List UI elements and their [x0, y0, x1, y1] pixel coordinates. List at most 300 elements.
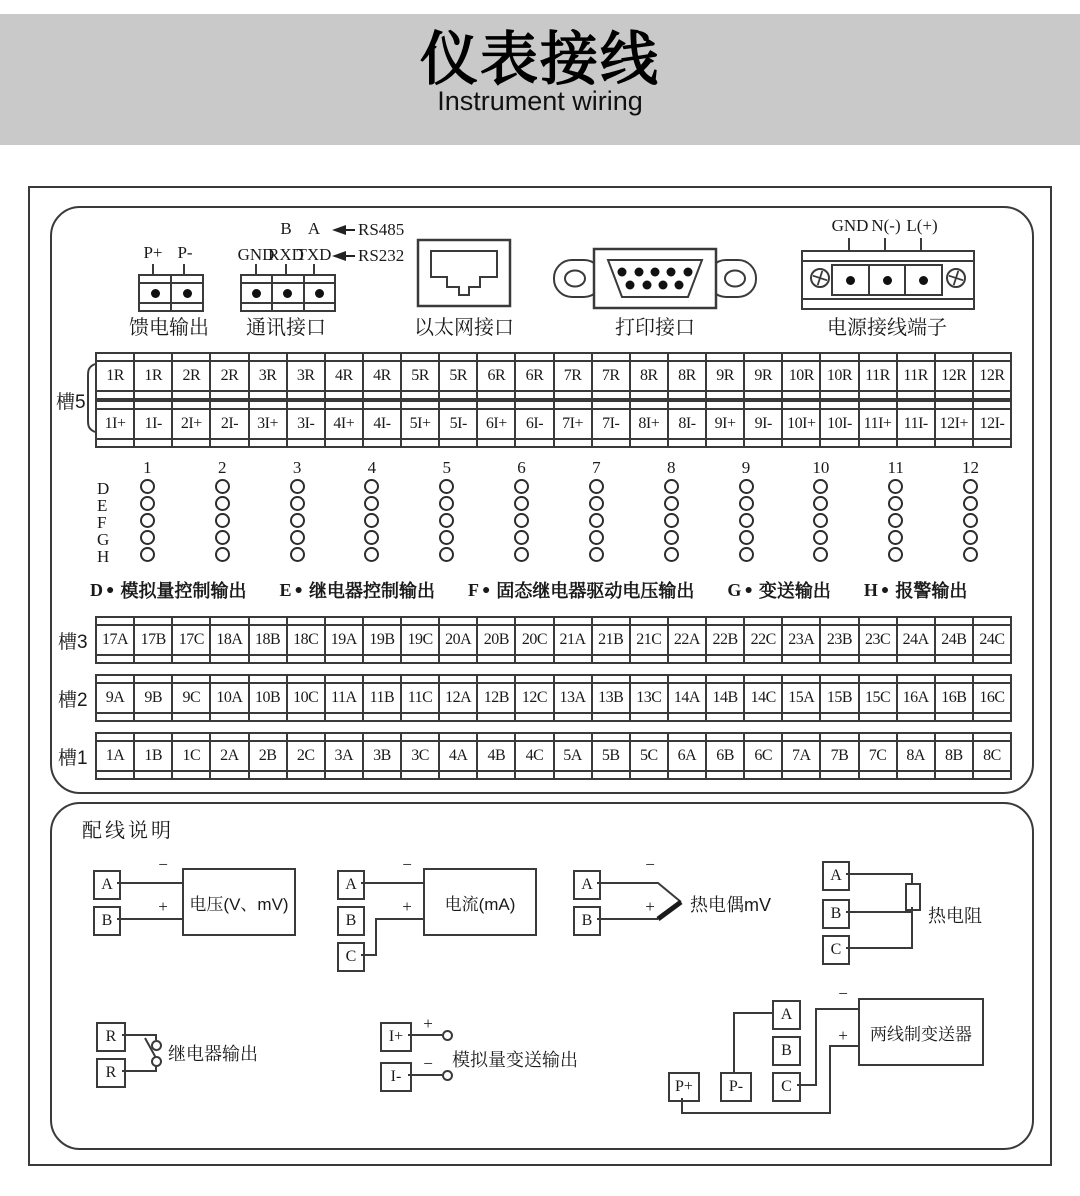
matrix-hole	[185, 546, 260, 563]
wire	[733, 1012, 735, 1072]
matrix-hole	[634, 495, 709, 512]
minus-sign: −	[158, 855, 168, 874]
rs485-label: RS485	[358, 220, 405, 239]
terminal-hole-icon	[140, 496, 155, 511]
terminal-cell: 1B	[133, 734, 171, 778]
terminal-hole-icon	[813, 513, 828, 528]
terminal-cell: 2I+	[171, 402, 209, 446]
matrix-hole	[484, 512, 559, 529]
rs232-arrow	[332, 247, 404, 265]
matrix-row-circles	[110, 478, 1008, 495]
terminal-cell: 14A	[667, 676, 705, 720]
terminal-box: B	[573, 906, 601, 936]
terminal-cell: 7R	[591, 354, 629, 398]
matrix-row-label: F	[97, 513, 107, 532]
terminal-cell: 1I+	[97, 402, 133, 446]
wire	[733, 1012, 772, 1014]
left-arrow-icon	[332, 225, 346, 235]
terminal-cell: 11R	[896, 354, 934, 398]
matrix-hole	[334, 478, 409, 495]
terminal-dot-icon	[183, 289, 192, 298]
wire	[846, 947, 911, 949]
matrix-hole	[634, 512, 709, 529]
terminal-cell: 21B	[591, 618, 629, 662]
terminal-cell: 20A	[438, 618, 476, 662]
terminal-dot-icon	[846, 276, 855, 285]
matrix-hole	[709, 529, 784, 546]
terminal-cell: 12R	[934, 354, 972, 398]
terminal-box: R	[96, 1022, 126, 1052]
terminal-hole-icon	[290, 530, 305, 545]
wire	[681, 1112, 831, 1114]
power-terminal-block	[801, 250, 975, 310]
matrix-hole	[858, 495, 933, 512]
terminal-box: A	[822, 861, 850, 891]
terminal-cell: 11A	[324, 676, 362, 720]
matrix-hole	[484, 529, 559, 546]
rj45-jack-icon	[416, 238, 512, 308]
matrix-hole	[185, 478, 260, 495]
feed-caption: 馈电输出	[129, 317, 209, 339]
matrix-column-number: 8	[666, 458, 676, 477]
terminal-cell: 22C	[743, 618, 781, 662]
terminal-cell: 6I-	[514, 402, 552, 446]
matrix-hole	[783, 546, 858, 563]
matrix-hole	[334, 529, 409, 546]
terminal-hole-icon	[140, 479, 155, 494]
matrix-hole	[858, 529, 933, 546]
matrix-row-label: G	[97, 530, 110, 549]
terminal	[303, 276, 334, 310]
matrix-row-circles	[110, 512, 1008, 529]
terminal-cell: 18B	[248, 618, 286, 662]
terminal-box: A	[337, 870, 365, 900]
header-band	[0, 14, 1080, 145]
terminal-cell: 19A	[324, 618, 362, 662]
terminal-cell: 12A	[438, 676, 476, 720]
terminal-cell: 17A	[97, 618, 133, 662]
left-arrow-icon	[332, 251, 346, 261]
plus-sign: +	[645, 897, 655, 916]
matrix-hole	[559, 478, 634, 495]
slot5-label: 槽5	[56, 392, 86, 413]
terminal-hole-icon	[514, 513, 529, 528]
terminal-cell: 21C	[629, 618, 667, 662]
terminal-cell: 1R	[133, 354, 171, 398]
two-wire-transmitter-box: 两线制变送器	[858, 998, 984, 1066]
terminal-hole-icon	[739, 479, 754, 494]
terminal-hole-icon	[739, 530, 754, 545]
legend-bullet-icon	[878, 581, 895, 599]
legend-text: 模拟量控制输出	[120, 581, 247, 601]
terminal-cell: 3R	[248, 354, 286, 398]
slot1-label: 槽1	[58, 748, 88, 769]
terminal-box: I+	[380, 1022, 412, 1052]
matrix-column-number: 2	[217, 458, 227, 477]
matrix-hole	[334, 495, 409, 512]
slot5-terminal-row-i	[95, 400, 1012, 448]
ethernet-caption: 以太网接口	[414, 317, 514, 339]
terminal-cell: 4R	[362, 354, 400, 398]
matrix-column-number: 10	[812, 458, 830, 477]
terminal-cell: 12C	[514, 676, 552, 720]
terminal-cell: 4A	[438, 734, 476, 778]
terminal-cell: 5R	[438, 354, 476, 398]
terminal-cell: 19C	[400, 618, 438, 662]
terminal-cell: 8B	[934, 734, 972, 778]
matrix-column-number: 1	[143, 458, 152, 477]
terminal-cell: 5R	[400, 354, 438, 398]
terminal-box: P-	[720, 1072, 752, 1102]
block-line	[803, 298, 973, 300]
wire	[846, 873, 913, 875]
slot5-terminal-row-r	[95, 352, 1012, 400]
power-inner-block	[831, 264, 943, 296]
rs232-label: RS232	[358, 246, 405, 265]
terminal-cell: 24A	[896, 618, 934, 662]
wire	[829, 1045, 831, 1114]
matrix-hole	[110, 529, 185, 546]
pin-label: GND	[831, 216, 869, 235]
terminal-cell: 3R	[286, 354, 324, 398]
slot3-terminal-row	[95, 616, 1012, 664]
minus-sign: −	[645, 855, 655, 874]
terminal-hole-icon	[215, 479, 230, 494]
wire	[375, 918, 377, 956]
terminal-hole-icon	[664, 530, 679, 545]
terminal-hole-icon	[813, 479, 828, 494]
legend-letter: D	[90, 579, 103, 600]
terminal-cell: 10I+	[781, 402, 819, 446]
matrix-row-circles	[110, 495, 1008, 512]
legend-bullet-icon	[479, 581, 496, 599]
terminal-box: B	[772, 1036, 801, 1066]
terminal-hole-icon	[439, 513, 454, 528]
terminal-dot-icon	[252, 289, 261, 298]
terminal-cell: 11I-	[896, 402, 934, 446]
matrix-hole	[260, 529, 335, 546]
terminal-hole-icon	[739, 547, 754, 562]
terminal-cell: 6C	[743, 734, 781, 778]
wire	[117, 918, 182, 920]
terminal-cell: 5B	[591, 734, 629, 778]
wire	[408, 1034, 442, 1036]
terminal-cell: 6R	[514, 354, 552, 398]
matrix-hole	[559, 529, 634, 546]
matrix-hole	[110, 546, 185, 563]
output-matrix	[95, 458, 1008, 563]
terminal-hole-icon	[290, 479, 305, 494]
terminal-hole-icon	[888, 479, 903, 494]
terminal	[170, 276, 202, 310]
terminal-box: B	[337, 906, 365, 936]
terminal-box: A	[772, 1000, 801, 1030]
terminal	[868, 266, 905, 294]
minus-sign: −	[423, 1054, 433, 1073]
terminal-dot-icon	[283, 289, 292, 298]
terminal-cell: 23C	[858, 618, 896, 662]
terminal-hole-icon	[439, 547, 454, 562]
terminal-cell: 21A	[553, 618, 591, 662]
pin-label: N(-)	[871, 216, 901, 235]
legend-item	[279, 577, 434, 603]
resistor-icon	[905, 883, 921, 911]
matrix-hole	[709, 495, 784, 512]
legend-text: 固态继电器驱动电压输出	[496, 581, 695, 601]
terminal-cell: 2R	[171, 354, 209, 398]
terminal-hole-icon	[589, 530, 604, 545]
wire	[408, 1074, 442, 1076]
terminal-hole-icon	[888, 513, 903, 528]
terminal-cell: 11B	[362, 676, 400, 720]
wire	[122, 1070, 157, 1072]
plus-sign: +	[838, 1026, 848, 1045]
terminal-dot-icon	[315, 289, 324, 298]
matrix-column-number: 5	[442, 458, 451, 477]
terminal-cell: 9A	[97, 676, 133, 720]
terminal	[833, 266, 868, 294]
matrix-row-circles	[110, 529, 1008, 546]
wire	[361, 954, 377, 956]
wire	[375, 918, 423, 920]
terminal-hole-icon	[215, 530, 230, 545]
pin-label: P-	[177, 243, 193, 262]
matrix-hole	[110, 495, 185, 512]
terminal-box: C	[337, 942, 365, 972]
wiring-notes-panel	[50, 802, 1034, 1150]
terminal-cell: 10B	[248, 676, 286, 720]
matrix-column-number: 3	[292, 458, 302, 477]
terminal-cell: 8I-	[667, 402, 705, 446]
matrix-row-label: D	[97, 479, 110, 498]
terminal-box: B	[822, 899, 850, 929]
terminal-cell: 24B	[934, 618, 972, 662]
terminal-hole-icon	[963, 513, 978, 528]
terminal-cell: 10R	[819, 354, 857, 398]
terminal-cell: 20B	[476, 618, 514, 662]
terminal-hole-icon	[963, 496, 978, 511]
legend-item	[727, 577, 830, 603]
terminal-cell: 10A	[209, 676, 247, 720]
rs485-arrow	[332, 221, 404, 239]
matrix-hole	[559, 512, 634, 529]
legend-item	[468, 577, 694, 603]
wire	[911, 907, 913, 949]
rtd-label: 热电阻	[928, 906, 982, 926]
terminal-cell: 16B	[934, 676, 972, 720]
relay-label: 继电器输出	[168, 1044, 258, 1064]
arrow-tail	[346, 229, 355, 231]
terminal-box: A	[93, 870, 121, 900]
matrix-hole	[933, 529, 1008, 546]
terminal-hole-icon	[364, 530, 379, 545]
matrix-hole	[709, 478, 784, 495]
terminal-hole-icon	[963, 547, 978, 562]
terminal-hole-icon	[888, 547, 903, 562]
terminal-hole-icon	[140, 513, 155, 528]
terminal-hole-icon	[514, 547, 529, 562]
terminal-cell: 3I-	[286, 402, 324, 446]
terminal-cell: 2I-	[209, 402, 247, 446]
printer-caption: 打印接口	[615, 317, 695, 339]
legend-letter: H	[863, 579, 878, 600]
terminal-cell: 12R	[972, 354, 1010, 398]
terminal-hole-icon	[140, 530, 155, 545]
terminal-cell: 12I-	[972, 402, 1010, 446]
terminal-cell: 14B	[705, 676, 743, 720]
matrix-hole	[409, 529, 484, 546]
matrix-column-numbers	[110, 458, 1008, 478]
wire	[361, 882, 423, 884]
terminal-cell: 23B	[819, 618, 857, 662]
screw-icon	[945, 267, 967, 289]
matrix-row-circles	[110, 546, 1008, 563]
matrix-hole	[484, 495, 559, 512]
terminal-cell: 7C	[858, 734, 896, 778]
terminal-hole-icon	[589, 496, 604, 511]
terminal-cell: 2C	[286, 734, 324, 778]
terminal-cell: 7R	[553, 354, 591, 398]
terminal-cell: 14C	[743, 676, 781, 720]
pin-label: A	[307, 219, 321, 238]
terminal-cell: 8R	[667, 354, 705, 398]
terminal-hole-icon	[813, 547, 828, 562]
terminal-cell: 11C	[400, 676, 438, 720]
terminal-cell: 2B	[248, 734, 286, 778]
terminal-cell: 7B	[819, 734, 857, 778]
matrix-hole	[185, 529, 260, 546]
wiring-notes-title: 配线说明	[82, 820, 174, 842]
legend-letter: F	[467, 579, 479, 600]
terminal-hole-icon	[888, 496, 903, 511]
terminal-cell: 8C	[972, 734, 1010, 778]
terminal	[271, 276, 302, 310]
terminal-cell: 22B	[705, 618, 743, 662]
terminal-hole-icon	[439, 530, 454, 545]
matrix-hole	[559, 495, 634, 512]
matrix-hole	[484, 478, 559, 495]
terminal-box: A	[573, 870, 601, 900]
terminal-dot-icon	[919, 276, 928, 285]
matrix-hole	[110, 512, 185, 529]
terminal-hole-icon	[215, 496, 230, 511]
current-input-box: 电流(mA)	[423, 868, 537, 936]
matrix-hole	[634, 546, 709, 563]
terminal-hole-icon	[364, 547, 379, 562]
matrix-column-number: 9	[741, 458, 751, 477]
matrix-hole	[709, 512, 784, 529]
matrix-hole	[858, 512, 933, 529]
slot3-label: 槽3	[58, 632, 88, 653]
terminal-cell: 8A	[896, 734, 934, 778]
terminal-cell: 8R	[629, 354, 667, 398]
matrix-hole	[260, 546, 335, 563]
terminal-cell: 16A	[896, 676, 934, 720]
voltage-input-box: 电压(V、mV)	[182, 868, 296, 936]
terminal-cell: 2A	[209, 734, 247, 778]
comm-terminal-block	[240, 274, 336, 312]
terminal-hole-icon	[364, 513, 379, 528]
matrix-hole	[260, 512, 335, 529]
wire	[846, 911, 911, 913]
terminal-cell: 15C	[858, 676, 896, 720]
matrix-hole	[709, 546, 784, 563]
thermocouple-junction-icon	[597, 873, 689, 925]
terminal-hole-icon	[290, 496, 305, 511]
matrix-column-number: 11	[887, 458, 904, 477]
terminal-cell: 1A	[97, 734, 133, 778]
terminal-cell: 5C	[629, 734, 667, 778]
matrix-hole	[933, 495, 1008, 512]
pin-label: B	[280, 219, 292, 238]
legend-text: 报警输出	[895, 581, 968, 601]
terminal-cell: 23A	[781, 618, 819, 662]
terminal-cell: 17C	[171, 618, 209, 662]
terminal-hole-icon	[813, 496, 828, 511]
terminal-dot-icon	[151, 289, 160, 298]
terminal-hole-icon	[739, 496, 754, 511]
block-line	[803, 260, 973, 262]
matrix-hole	[933, 512, 1008, 529]
terminal-cell: 12B	[476, 676, 514, 720]
terminal-cell: 12I+	[934, 402, 972, 446]
terminal-cell: 3A	[324, 734, 362, 778]
terminal-hole-icon	[664, 479, 679, 494]
terminal-hole-icon	[514, 530, 529, 545]
terminal-hole-icon	[589, 479, 604, 494]
terminal-cell: 4C	[514, 734, 552, 778]
matrix-hole	[933, 546, 1008, 563]
terminal-box: B	[93, 906, 121, 936]
terminal-hole-icon	[514, 479, 529, 494]
terminal-hole-icon	[290, 547, 305, 562]
terminal-hole-icon	[664, 513, 679, 528]
terminal-cell: 11R	[858, 354, 896, 398]
matrix-hole	[783, 529, 858, 546]
slot2-terminal-row	[95, 674, 1012, 722]
matrix-hole	[409, 546, 484, 563]
matrix-hole	[484, 546, 559, 563]
legend-bullet-icon	[291, 581, 308, 599]
pin-label: RXD	[268, 245, 304, 264]
terminal-hole-icon	[963, 479, 978, 494]
matrix-hole	[783, 478, 858, 495]
terminal-hole-icon	[664, 547, 679, 562]
comm-caption: 通讯接口	[246, 317, 326, 339]
matrix-column-number: 7	[592, 458, 601, 477]
legend-text: 变送输出	[758, 581, 831, 601]
terminal-hole-icon	[739, 513, 754, 528]
terminal-cell: 1I-	[133, 402, 171, 446]
terminal-cell: 5I-	[438, 402, 476, 446]
minus-sign: −	[838, 984, 848, 1003]
terminal-cell: 9R	[705, 354, 743, 398]
terminal-box: P+	[668, 1072, 700, 1102]
thermocouple-label: 热电偶mV	[690, 895, 771, 915]
matrix-hole	[783, 495, 858, 512]
terminal-cell: 9B	[133, 676, 171, 720]
plus-sign: +	[402, 897, 412, 916]
terminal-hole-icon	[439, 496, 454, 511]
terminal-cell: 4I-	[362, 402, 400, 446]
wire	[815, 1008, 858, 1010]
terminal-cell: 6I+	[476, 402, 514, 446]
output-legend	[90, 577, 967, 603]
terminal-cell: 16C	[972, 676, 1010, 720]
matrix-hole	[260, 478, 335, 495]
terminal-cell: 5I+	[400, 402, 438, 446]
feed-terminal-block	[138, 274, 204, 312]
